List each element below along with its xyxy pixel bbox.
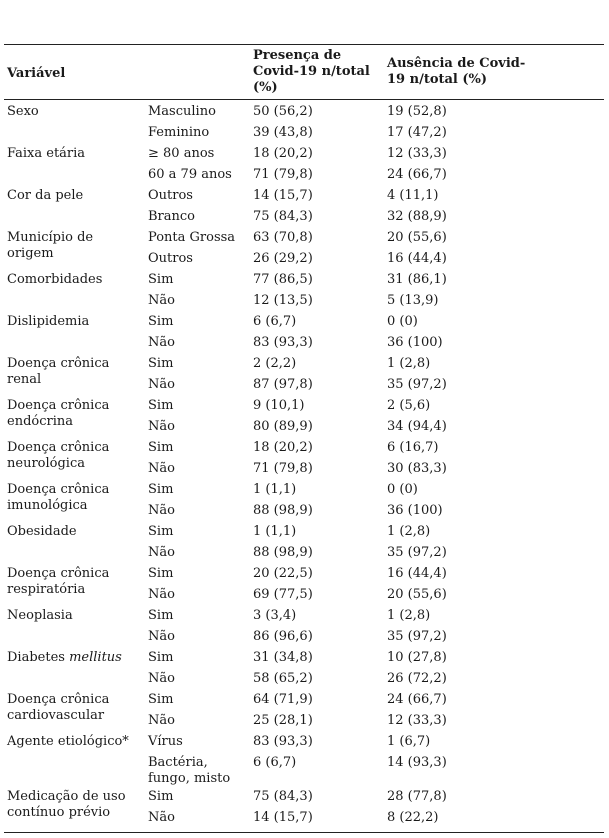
table-body (0, 103, 609, 830)
absence-value-cell: 6 (16,7) (387, 440, 439, 455)
table-row (0, 208, 609, 229)
variable-label: Cor da pele (7, 188, 84, 203)
table-row (0, 628, 609, 649)
table-row (0, 670, 609, 691)
category-cell: Não (148, 671, 175, 686)
table-bottom-rule (4, 832, 604, 833)
table-header-rule (4, 99, 604, 100)
absence-value-cell: 36 (100) (387, 503, 443, 518)
presence-value-cell: 80 (89,9) (253, 419, 313, 434)
category-cell: Não (148, 503, 175, 518)
category-cell: Sim (148, 608, 174, 623)
presence-value-cell: 86 (96,6) (253, 629, 313, 644)
presence-value-cell: 83 (93,3) (253, 335, 313, 350)
category-cell: Vírus (148, 734, 183, 749)
presence-value-cell: 87 (97,8) (253, 377, 313, 392)
presence-value-cell: 88 (98,9) (253, 545, 313, 560)
table-row (0, 544, 609, 565)
absence-value-cell: 12 (33,3) (387, 713, 447, 728)
category-cell: Não (148, 461, 175, 476)
presence-value-cell: 39 (43,8) (253, 125, 313, 140)
category-cell: ≥ 80 anos (148, 146, 215, 161)
presence-value-cell: 64 (71,9) (253, 692, 313, 707)
variable-label: Obesidade (7, 524, 77, 539)
variable-label: Comorbidades (7, 272, 103, 287)
category-cell: Sim (148, 650, 174, 665)
absence-value-cell: 35 (97,2) (387, 629, 447, 644)
variable-label: Agente etiológico* (7, 734, 129, 749)
category-cell: Não (148, 713, 175, 728)
variable-cell (7, 314, 142, 330)
absence-value-cell: 20 (55,6) (387, 587, 447, 602)
variable-cell (7, 272, 142, 288)
absence-value-cell: 12 (33,3) (387, 146, 447, 161)
presence-value-cell: 31 (34,8) (253, 650, 313, 665)
category-cell: Não (148, 377, 175, 392)
absence-value-cell: 2 (5,6) (387, 398, 431, 413)
table-row (0, 313, 609, 334)
category-cell: Bactéria, fungo, misto (148, 755, 231, 786)
variable-label: Dislipidemia (7, 314, 90, 329)
category-cell: Outros (148, 251, 193, 266)
variable-cell (7, 608, 142, 624)
absence-value-cell: 16 (44,4) (387, 566, 447, 581)
presence-value-cell: 18 (20,2) (253, 440, 313, 455)
variable-label: Faixa etária (7, 146, 86, 161)
table-row (0, 292, 609, 313)
presence-value-cell: 20 (22,5) (253, 566, 313, 581)
absence-value-cell: 17 (47,2) (387, 125, 447, 140)
category-cell: Feminino (148, 125, 210, 140)
absence-value-cell: 20 (55,6) (387, 230, 447, 245)
presence-value-cell: 3 (3,4) (253, 608, 297, 623)
absence-value-cell: 8 (22,2) (387, 810, 439, 825)
presence-value-cell: 9 (10,1) (253, 398, 305, 413)
category-cell: Não (148, 419, 175, 434)
table-row (0, 145, 609, 166)
table-row (0, 124, 609, 145)
presence-value-cell: 1 (1,1) (253, 482, 297, 497)
category-cell: Ponta Grossa (148, 230, 236, 245)
absence-value-cell: 0 (0) (387, 314, 418, 329)
absence-value-cell: 4 (11,1) (387, 188, 439, 203)
category-cell: Sim (148, 272, 174, 287)
absence-value-cell: 24 (66,7) (387, 692, 447, 707)
table-row (0, 502, 609, 523)
category-cell: Branco (148, 209, 195, 224)
variable-label: Medicação de uso contínuo prévio (7, 789, 126, 820)
variable-label: Doença crônica endócrina (7, 398, 110, 429)
category-cell: Não (148, 335, 175, 350)
presence-value-cell: 1 (1,1) (253, 524, 297, 539)
absence-value-cell: 16 (44,4) (387, 251, 447, 266)
variable-label: Doença crônica respiratória (7, 566, 110, 597)
table-row (0, 103, 609, 124)
absence-value-cell: 26 (72,2) (387, 671, 447, 686)
category-cell: Não (148, 293, 175, 308)
absence-value-cell: 1 (2,8) (387, 608, 431, 623)
table-row (0, 460, 609, 481)
presence-value-cell: 6 (6,7) (253, 755, 297, 770)
table-row (0, 607, 609, 628)
category-cell: Sim (148, 482, 174, 497)
variable-cell (7, 188, 142, 204)
presence-value-cell: 26 (29,2) (253, 251, 313, 266)
variable-italic-term: mellitus (69, 650, 122, 665)
absence-value-cell: 1 (2,8) (387, 356, 431, 371)
variable-cell (7, 146, 142, 162)
variable-label: Município de origem (7, 230, 94, 261)
category-cell: Não (148, 629, 175, 644)
category-cell: Não (148, 810, 175, 825)
variable-label: Doença crônica neurológica (7, 440, 110, 471)
table-row (0, 649, 609, 670)
absence-value-cell: 31 (86,1) (387, 272, 447, 287)
presence-value-cell: 71 (79,8) (253, 167, 313, 182)
category-cell: Sim (148, 524, 174, 539)
table-row (0, 187, 609, 208)
presence-value-cell: 63 (70,8) (253, 230, 313, 245)
header-presence-covid: Presença de Covid-19 n/total (%) (253, 48, 370, 95)
category-cell: Sim (148, 440, 174, 455)
presence-value-cell: 71 (79,8) (253, 461, 313, 476)
absence-value-cell: 24 (66,7) (387, 167, 447, 182)
variable-cell (7, 734, 142, 750)
presence-value-cell: 12 (13,5) (253, 293, 313, 308)
presence-value-cell: 14 (15,7) (253, 810, 313, 825)
absence-value-cell: 19 (52,8) (387, 104, 447, 119)
table-row (0, 809, 609, 830)
table-top-rule (4, 44, 604, 45)
absence-value-cell: 34 (94,4) (387, 419, 447, 434)
absence-value-cell: 1 (6,7) (387, 734, 431, 749)
absence-value-cell: 35 (97,2) (387, 377, 447, 392)
variable-label: Doença crônica cardiovascular (7, 692, 110, 723)
table-row (0, 523, 609, 544)
header-absence-covid: Ausência de Covid-19 n/total (%) (387, 56, 526, 87)
absence-value-cell: 14 (93,3) (387, 755, 447, 770)
presence-value-cell: 88 (98,9) (253, 503, 313, 518)
category-cell: Não (148, 587, 175, 602)
variable-cell (7, 650, 142, 666)
category-cell: Outros (148, 188, 193, 203)
table-row (0, 250, 609, 271)
table-row (0, 376, 609, 397)
category-cell: Sim (148, 314, 174, 329)
variable-label: Diabetes (7, 650, 65, 665)
category-cell: Não (148, 545, 175, 560)
table-row (0, 712, 609, 733)
absence-value-cell: 30 (83,3) (387, 461, 447, 476)
absence-value-cell: 32 (88,9) (387, 209, 447, 224)
presence-value-cell: 75 (84,3) (253, 209, 313, 224)
category-cell: Sim (148, 398, 174, 413)
category-cell: Sim (148, 789, 174, 804)
presence-value-cell: 77 (86,5) (253, 272, 313, 287)
presence-value-cell: 14 (15,7) (253, 188, 313, 203)
presence-value-cell: 6 (6,7) (253, 314, 297, 329)
variable-label: Doença crônica renal (7, 356, 110, 387)
variable-label: Neoplasia (7, 608, 73, 623)
variable-cell (7, 104, 142, 120)
category-cell: Sim (148, 566, 174, 581)
variable-label: Doença crônica imunológica (7, 482, 110, 513)
absence-value-cell: 36 (100) (387, 335, 443, 350)
variable-cell (7, 524, 142, 540)
presence-value-cell: 83 (93,3) (253, 734, 313, 749)
absence-value-cell: 35 (97,2) (387, 545, 447, 560)
table-row (0, 271, 609, 292)
presence-value-cell: 18 (20,2) (253, 146, 313, 161)
absence-value-cell: 1 (2,8) (387, 524, 431, 539)
table-row (0, 334, 609, 355)
category-cell: Masculino (148, 104, 216, 119)
absence-value-cell: 0 (0) (387, 482, 418, 497)
table-row (0, 733, 609, 754)
header-variable: Variável (7, 66, 66, 81)
table-row (0, 418, 609, 439)
table-row (0, 586, 609, 607)
presence-value-cell: 50 (56,2) (253, 104, 313, 119)
presence-value-cell: 69 (77,5) (253, 587, 313, 602)
presence-value-cell: 2 (2,2) (253, 356, 297, 371)
table-row (0, 166, 609, 187)
absence-value-cell: 10 (27,8) (387, 650, 447, 665)
table-row (0, 754, 609, 788)
variable-label: Sexo (7, 104, 39, 119)
presence-value-cell: 75 (84,3) (253, 789, 313, 804)
presence-value-cell: 58 (65,2) (253, 671, 313, 686)
category-cell: Sim (148, 692, 174, 707)
absence-value-cell: 28 (77,8) (387, 789, 447, 804)
category-cell: 60 a 79 anos (148, 167, 232, 182)
presence-value-cell: 25 (28,1) (253, 713, 313, 728)
category-cell: Sim (148, 356, 174, 371)
absence-value-cell: 5 (13,9) (387, 293, 439, 308)
